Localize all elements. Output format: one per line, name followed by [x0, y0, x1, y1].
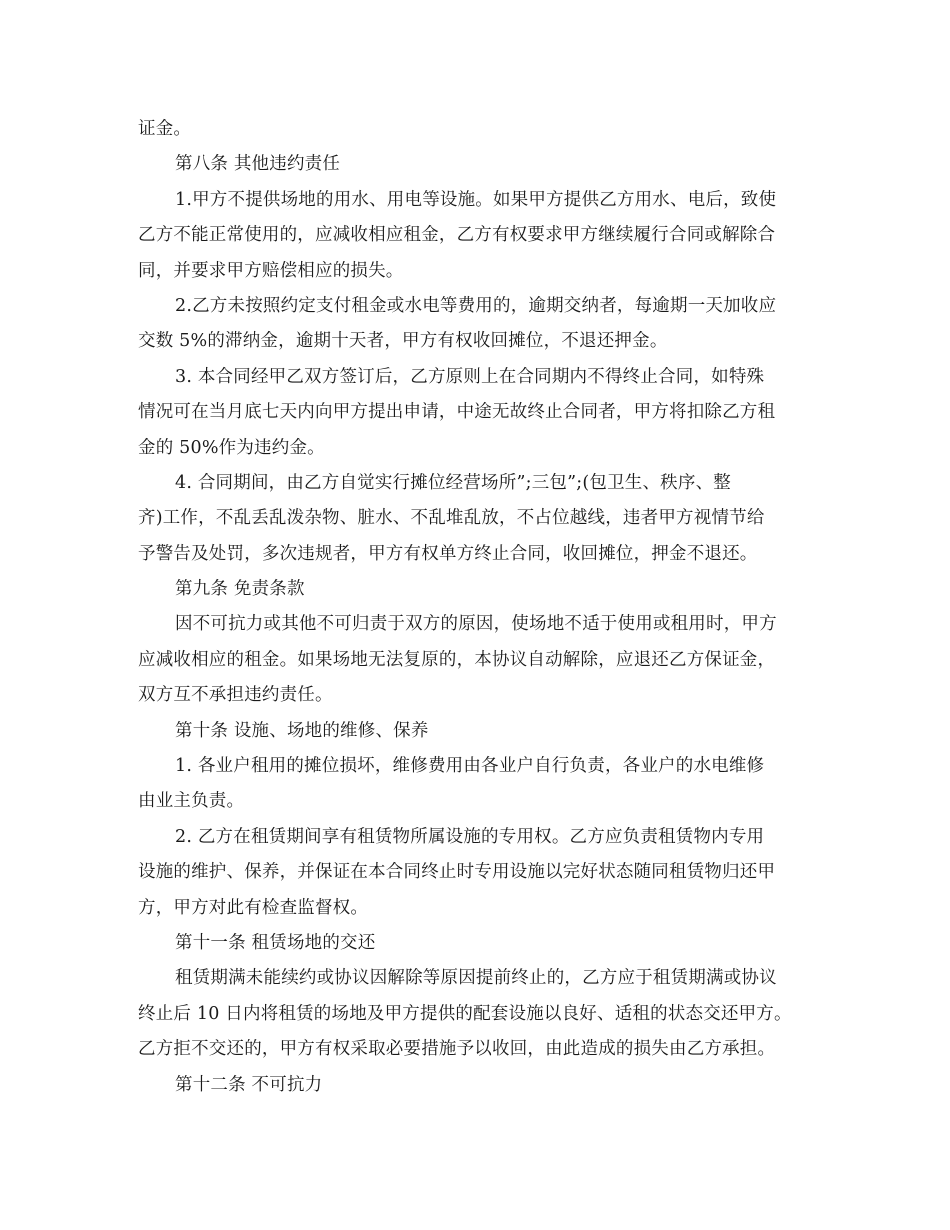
text-line: 第八条 其他违约责任: [175, 154, 341, 175]
text-line: 证金。: [138, 119, 192, 139]
text-line: 2. 乙方在租赁期间享有租赁物所属设施的专用权。乙方应负责租赁物内专用: [175, 826, 765, 847]
text-line: 方，甲方对此有检查监督权。: [138, 897, 369, 918]
text-line: 4. 合同期间，由乙方自觉实行摊位经营场所”;三包”;(包卫生、秩序、整: [175, 472, 731, 493]
text-line: 第十二条 不可抗力: [175, 1074, 323, 1095]
text-line: 2.乙方未按照约定支付租金或水电等费用的，逾期交纳者，每逾期一天加收应: [175, 295, 777, 316]
text-line: 1.甲方不提供场地的用水、用电等设施。如果甲方提供乙方用水、电后，致使: [175, 189, 777, 210]
text-line: 第十条 设施、场地的维修、保养: [175, 720, 429, 741]
text-line: 租赁期满未能续约或协议因解除等原因提前终止的，乙方应于租赁期满或协议: [175, 968, 777, 989]
text-line: 1. 各业户租用的摊位损坏，维修费用由各业户自行负责，各业户的水电维修: [175, 756, 765, 777]
text-line: 应减收相应的租金。如果场地无法复原的，本协议自动解除，应退还乙方保证金，: [138, 649, 776, 670]
text-line: 同，并要求甲方赔偿相应的损失。: [138, 260, 404, 281]
text-line: 乙方不能正常使用的，应减收相应租金，乙方有权要求甲方继续履行合同或解除合: [138, 225, 776, 246]
text-line: 由业主负责。: [138, 791, 245, 812]
document-body: [138, 112, 818, 1103]
text-line: 金的 50%作为违约金。: [138, 437, 325, 458]
text-line: 情况可在当月底七天内向甲方提出申请，中途无故终止合同者，甲方将扣除乙方租: [138, 402, 776, 423]
text-line: 双方互不承担违约责任。: [138, 685, 333, 706]
text-line: 第九条 免责条款: [175, 579, 305, 600]
text-line: 予警告及处罚，多次违规者，甲方有权单方终止合同，收回摊位，押金不退还。: [138, 543, 758, 564]
text-line: 设施的维护、保养，并保证在本合同终止时专用设施以完好状态随同租赁物归还甲: [138, 862, 776, 883]
text-line: 因不可抗力或其他不可归责于双方的原因，使场地不适于使用或租用时，甲方: [175, 614, 777, 635]
text-line: 乙方拒不交还的，甲方有权采取必要措施予以收回，由此造成的损失由乙方承担。: [138, 1039, 776, 1060]
text-line: 齐)工作，不乱丢乱泼杂物、脏水、不乱堆乱放，不占位越线，违者甲方视情节给: [138, 508, 765, 529]
text-line: 交数 5%的滞纳金，逾期十天者，甲方有权收回摊位，不退还押金。: [138, 331, 668, 352]
text-line: 终止后 10 日内将租赁的场地及甲方提供的配套设施以良好、适租的状态交还甲方。: [138, 1003, 792, 1024]
text-line: 3. 本合同经甲乙双方签订后，乙方原则上在合同期内不得终止合同，如特殊: [175, 366, 765, 387]
text-line: 第十一条 租赁场地的交还: [175, 932, 376, 953]
